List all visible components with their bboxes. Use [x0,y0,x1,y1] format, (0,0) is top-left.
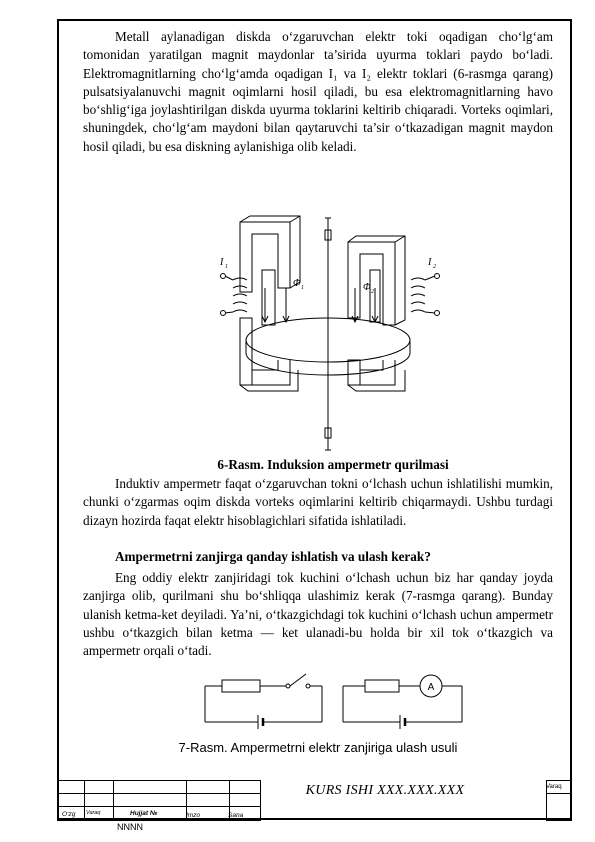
paragraph-text: Eng oddiy elektr zanjiridagi tok kuchini o‘lchash uchun biz har qanday joyda zanjirga olib, qurilmani shu bo‘shliqqa ulashimiz kerak (7-rasmga qarang). Bunday ulanish ketma-ket deyiladi. Ya’ni, o‘tkazgichdagi tok kuchini o‘lchash uchun ampermetr ushbu o‘tkazgich bilan ketma — ket ulanadi-bu holda bir xil tok o‘tkazgich va ampermetr orqali o‘tadi. [83,570,553,659]
ozg-label: O‘zg [62,811,76,818]
label-phi1: Φ [293,278,301,289]
sheet-label: Varaq [546,784,562,790]
varaq-label: Varaq [86,810,101,816]
figure-ammeter-circuit [200,670,470,730]
section-heading: Ampermetrni zanjirga qanday ishlatish va ulash kerak? [115,549,431,564]
figure-induction-ammeter [215,210,445,455]
ammeter-label: A [427,682,435,693]
label-i1: I [220,257,224,268]
figure7-caption: 7-Rasm. Ampermetrni elektr zanjiriga ulash usuli [178,740,458,755]
paragraph-intro [83,28,553,156]
paragraph-text: Induktiv ampermetr faqat o‘zgaruvchan tokni o‘lchash uchun ishlatilishi mumkin, chunki o‘zgarmas oqim diskda vorteks oqimlarini keltirib chiqarmaydi. Ushbu turdagi dizayn hozirda faqat elektr hisoblagichlari sifatida ishlatiladi. [83,476,553,528]
nnnn-label: NNNN [117,822,143,832]
paragraph-text: Metall aylanadigan diskda o‘zgaruvchan elektr toki oqadigan cho‘lg‘am tomonidan yaratilgan magnit maydonlar ta’sirida uyurma toklari paydo bo‘ladi. Elektromagnitlarning cho‘lg‘amda oqadigan I₁ va I₂ elektr toklari (6-rasmga qarang) pulsatsiyalanuvchi magnit oqimlarni hosil qiladi, bu esa elektromagnitlarning havo bo‘shlig‘iga joylashtirilgan diskda uyurma toklarini keltirib chiqaradi. Vorteks oqimlari, shuningdek, cho‘lg‘am maydoni bilan qaytaruvchi ta’sir o‘tkazadigan magnit maydon hosil qiladi, bu esa diskning aylanishiga olib keladi. [83,29,553,154]
label-phi2: Φ [363,282,371,293]
hujjat-label: Hujjat № [130,810,158,817]
label-phi2-sub: 2 [371,289,374,295]
label-i1-sub: 1 [225,264,228,270]
label-i2-sub: 2 [433,264,436,270]
figure6-caption: 6-Rasm. Induksion ampermetr qurilmasi [217,457,449,472]
imzo-label: Imzo [186,812,201,819]
section-heading-wrapper [83,548,553,566]
paragraph-connection [83,569,553,660]
paragraph-inductive [83,475,553,530]
sana-label: Sana [228,812,244,819]
label-phi1-sub: 1 [301,285,304,291]
label-i2: I [428,257,432,268]
course-title: KURS ISHI XXX.XXX.XXX [305,783,465,798]
